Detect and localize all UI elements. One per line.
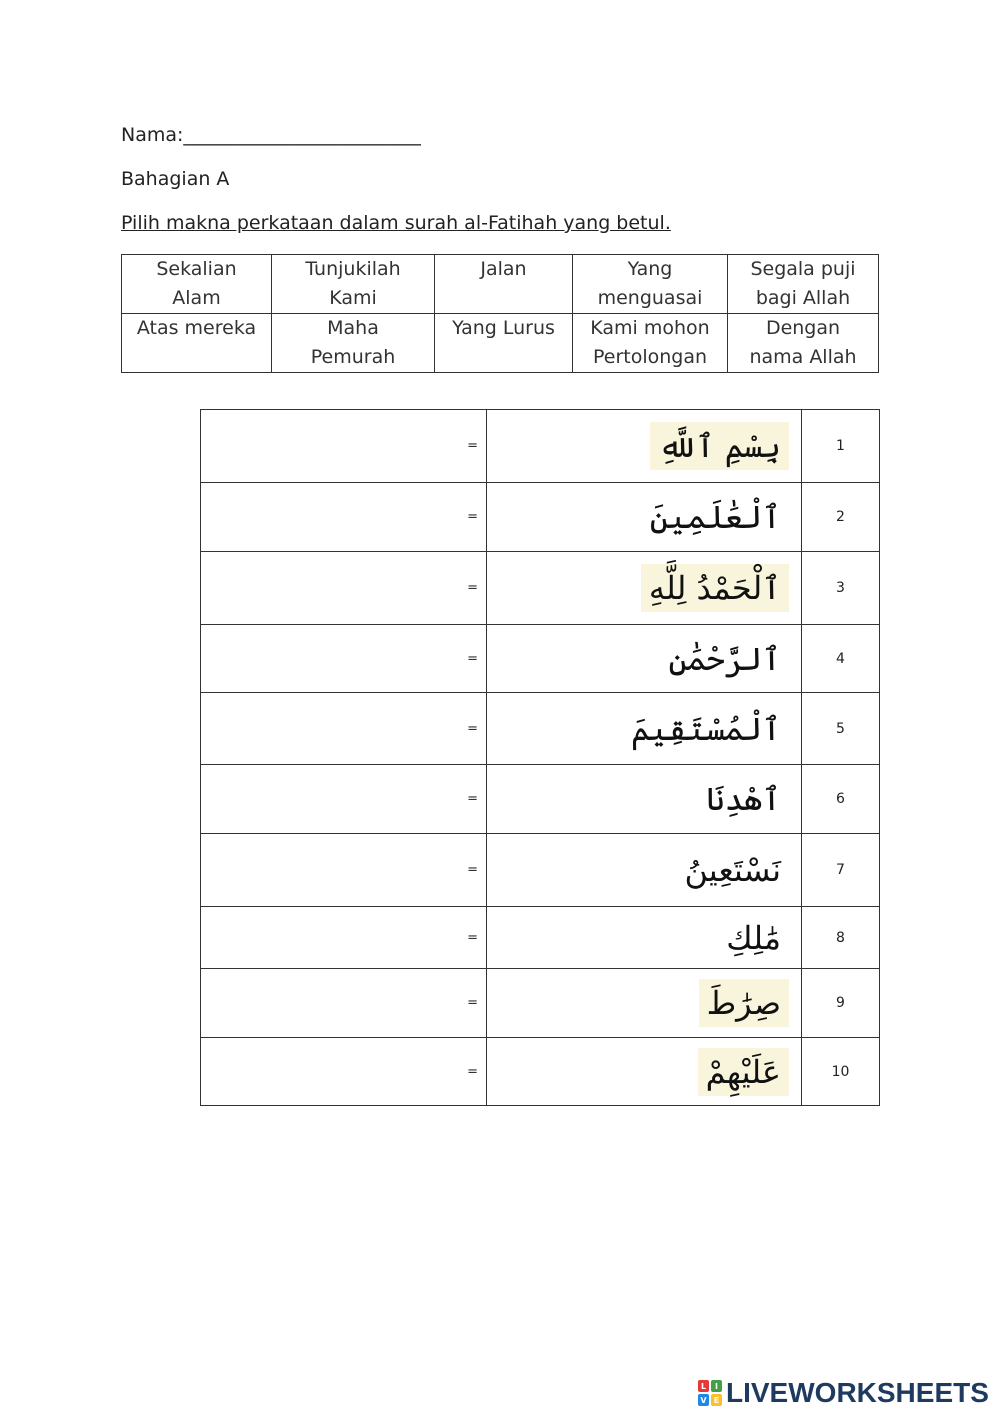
- answer-cell[interactable]: [201, 410, 487, 483]
- word-bank-text: Yang Lurus: [452, 317, 555, 339]
- arabic-word: ٱهْدِنَا: [706, 780, 781, 818]
- answer-cell[interactable]: [201, 1038, 487, 1106]
- word-bank-text: Dengan: [765, 317, 841, 339]
- arabic-word-cell: [487, 907, 802, 969]
- arabic-word: نَسْتَعِينُ: [684, 851, 781, 889]
- arabic-word-cell: [487, 410, 802, 483]
- word-bank-cell: [272, 314, 435, 373]
- arabic-word-cell: [487, 625, 802, 693]
- word-bank-cell: [573, 314, 728, 373]
- question-number: 2: [802, 483, 880, 552]
- equals-sign: =: [467, 580, 478, 596]
- word-bank-text: Atas mereka: [136, 317, 257, 339]
- answer-cell[interactable]: [201, 834, 487, 907]
- question-row: [201, 552, 880, 625]
- name-field-label: Nama:_________________________: [121, 124, 421, 146]
- equals-sign: =: [467, 930, 478, 945]
- answer-cell[interactable]: [201, 765, 487, 834]
- arabic-word-cell: [487, 969, 802, 1038]
- arabic-word: عَلَيْهِمْ: [698, 1048, 789, 1096]
- arabic-word-cell: [487, 1038, 802, 1106]
- arabic-word: ٱلرَّحْمَٰنِ: [668, 639, 781, 678]
- word-bank-text: menguasai: [597, 287, 703, 309]
- answer-cell[interactable]: [201, 907, 487, 969]
- answer-cell[interactable]: [201, 969, 487, 1038]
- section-title: Bahagian A: [121, 168, 230, 190]
- word-bank-text: Jalan: [480, 258, 527, 280]
- answer-table: [200, 409, 880, 1106]
- question-number: 8: [802, 907, 880, 969]
- question-number: 9: [802, 969, 880, 1038]
- word-bank-row: [122, 314, 879, 373]
- word-bank-row: [122, 255, 879, 314]
- liveworksheets-watermark: [698, 1379, 989, 1407]
- word-bank-cell: [272, 255, 435, 314]
- question-number: 7: [802, 834, 880, 907]
- question-row: [201, 969, 880, 1038]
- word-bank-cell: [435, 255, 573, 314]
- word-bank-text: Kami: [329, 287, 377, 309]
- arabic-word: ٱلْحَمْدُ لِلَّهِ: [641, 564, 789, 612]
- word-bank-text: Tunjukilah: [305, 258, 401, 280]
- question-number: 1: [802, 410, 880, 483]
- word-bank-cell: [728, 314, 879, 373]
- word-bank-text: Pertolongan: [592, 346, 708, 368]
- word-bank-text: Alam: [172, 287, 221, 309]
- word-bank-text: bagi Allah: [755, 287, 851, 309]
- question-row: [201, 834, 880, 907]
- word-bank-text: Pemurah: [310, 346, 396, 368]
- word-bank-text: Maha: [327, 317, 379, 339]
- logo-letter: E: [711, 1394, 722, 1406]
- answer-cell[interactable]: [201, 552, 487, 625]
- answer-cell[interactable]: [201, 693, 487, 765]
- question-number: 4: [802, 625, 880, 693]
- word-bank-text: Yang: [627, 258, 673, 280]
- word-bank-text: Sekalian: [156, 258, 237, 280]
- equals-sign: =: [467, 791, 478, 807]
- answer-cell[interactable]: [201, 625, 487, 693]
- logo-letter: I: [711, 1380, 722, 1392]
- word-bank-text: Segala puji: [750, 258, 856, 280]
- arabic-word: بِسْمِ ٱللَّهِ: [650, 422, 789, 470]
- arabic-word: ٱلْمُسْتَقِيمَ: [631, 709, 781, 748]
- word-bank-cell: [435, 314, 573, 373]
- question-row: [201, 1038, 880, 1106]
- word-bank-cell: [573, 255, 728, 314]
- word-bank-table: [121, 254, 879, 373]
- arabic-word-cell: [487, 552, 802, 625]
- equals-sign: =: [467, 862, 478, 878]
- question-row: [201, 907, 880, 969]
- logo-letter: L: [698, 1380, 709, 1392]
- arabic-word-cell: [487, 765, 802, 834]
- word-bank-text: nama Allah: [749, 346, 857, 368]
- arabic-word: صِرَٰطَ: [699, 979, 789, 1027]
- question-number: 5: [802, 693, 880, 765]
- question-number: 3: [802, 552, 880, 625]
- question-number: 6: [802, 765, 880, 834]
- word-bank-cell: [122, 314, 272, 373]
- question-number: 10: [802, 1038, 880, 1106]
- equals-sign: =: [467, 995, 478, 1011]
- question-row: [201, 410, 880, 483]
- question-row: [201, 765, 880, 834]
- arabic-word: ٱلْعَٰلَمِينَ: [649, 498, 781, 536]
- equals-sign: =: [467, 651, 478, 666]
- question-row: [201, 693, 880, 765]
- word-bank-cell: [728, 255, 879, 314]
- question-row: [201, 625, 880, 693]
- equals-sign: =: [467, 509, 478, 525]
- arabic-word-cell: [487, 693, 802, 765]
- equals-sign: =: [467, 721, 478, 736]
- arabic-word-cell: [487, 483, 802, 552]
- equals-sign: =: [467, 438, 478, 454]
- instruction-text: Pilih makna perkataan dalam surah al-Fatihah yang betul.: [121, 212, 671, 234]
- word-bank-text: Kami mohon: [590, 317, 710, 339]
- liveworksheets-logo-icon: [698, 1380, 722, 1406]
- equals-sign: =: [467, 1064, 478, 1079]
- question-row: [201, 483, 880, 552]
- word-bank-cell: [122, 255, 272, 314]
- arabic-word-cell: [487, 834, 802, 907]
- logo-letter: V: [698, 1394, 709, 1406]
- brand-name: LIVEWORKSHEETS: [726, 1377, 989, 1408]
- arabic-word: مَٰلِكِ: [726, 918, 781, 957]
- answer-cell[interactable]: [201, 483, 487, 552]
